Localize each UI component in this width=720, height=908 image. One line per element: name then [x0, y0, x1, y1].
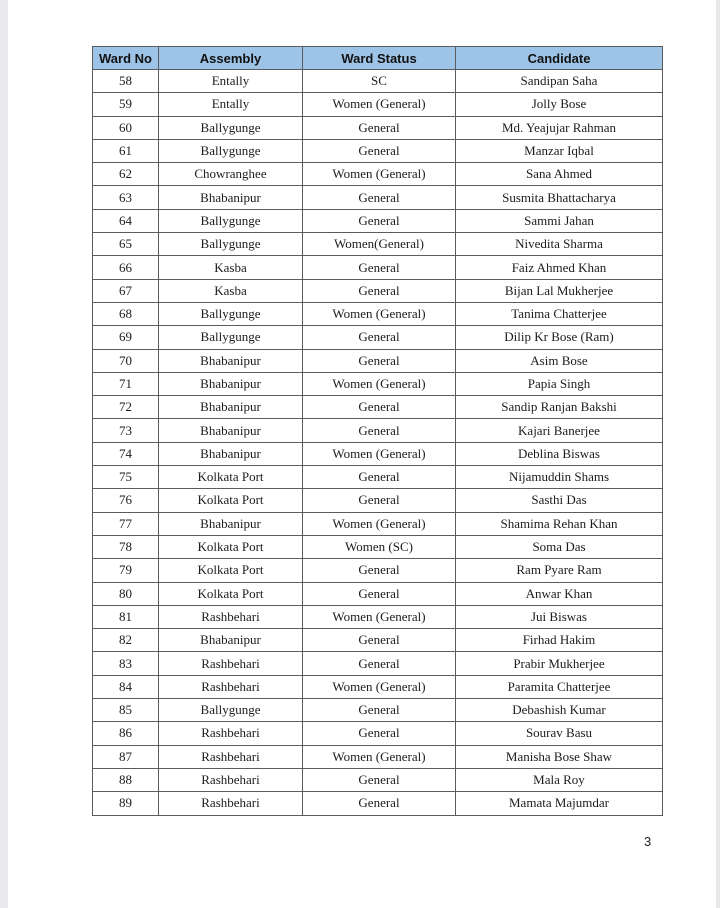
cell-ward-status: Women (General): [303, 512, 456, 535]
cell-ward-no: 81: [93, 605, 159, 628]
table-row: [93, 163, 663, 186]
cell-candidate: Mala Roy: [456, 768, 663, 791]
table-row: [93, 256, 663, 279]
cell-ward-no: 85: [93, 699, 159, 722]
cell-assembly: Kasba: [159, 279, 303, 302]
cell-ward-status: General: [303, 582, 456, 605]
cell-ward-no: 58: [93, 70, 159, 93]
cell-ward-no: 64: [93, 209, 159, 232]
cell-candidate: Jolly Bose: [456, 93, 663, 116]
table-row: [93, 419, 663, 442]
cell-assembly: Ballygunge: [159, 139, 303, 162]
cell-assembly: Bhabanipur: [159, 372, 303, 395]
header-assembly: Assembly: [159, 47, 303, 70]
cell-ward-no: 84: [93, 675, 159, 698]
table-row: [93, 722, 663, 745]
cell-candidate: Paramita Chatterjee: [456, 675, 663, 698]
table-row: [93, 396, 663, 419]
cell-assembly: Rashbehari: [159, 722, 303, 745]
cell-assembly: Bhabanipur: [159, 629, 303, 652]
cell-candidate: Mamata Majumdar: [456, 792, 663, 815]
cell-assembly: Kolkata Port: [159, 582, 303, 605]
cell-ward-status: General: [303, 186, 456, 209]
cell-assembly: Chowranghee: [159, 163, 303, 186]
table-row: [93, 629, 663, 652]
cell-ward-no: 78: [93, 535, 159, 558]
cell-candidate: Sandip Ranjan Bakshi: [456, 396, 663, 419]
cell-ward-no: 71: [93, 372, 159, 395]
table-row: [93, 279, 663, 302]
cell-assembly: Kolkata Port: [159, 466, 303, 489]
cell-candidate: Tanima Chatterjee: [456, 302, 663, 325]
cell-ward-status: General: [303, 396, 456, 419]
cell-ward-no: 73: [93, 419, 159, 442]
cell-candidate: Sourav Basu: [456, 722, 663, 745]
cell-ward-status: Women (General): [303, 163, 456, 186]
table-row: [93, 466, 663, 489]
table-row: [93, 209, 663, 232]
cell-assembly: Ballygunge: [159, 116, 303, 139]
cell-ward-status: Women (General): [303, 675, 456, 698]
cell-ward-status: Women(General): [303, 233, 456, 256]
cell-candidate: Sandipan Saha: [456, 70, 663, 93]
cell-candidate: Anwar Khan: [456, 582, 663, 605]
ward-candidate-table: [92, 46, 663, 816]
cell-candidate: Sasthi Das: [456, 489, 663, 512]
cell-candidate: Shamima Rehan Khan: [456, 512, 663, 535]
cell-assembly: Ballygunge: [159, 302, 303, 325]
cell-ward-status: General: [303, 722, 456, 745]
cell-ward-no: 79: [93, 559, 159, 582]
cell-assembly: Rashbehari: [159, 792, 303, 815]
table-row: [93, 302, 663, 325]
table-row: [93, 559, 663, 582]
cell-ward-status: Women (General): [303, 442, 456, 465]
cell-ward-status: General: [303, 139, 456, 162]
cell-candidate: Faiz Ahmed Khan: [456, 256, 663, 279]
cell-ward-no: 67: [93, 279, 159, 302]
table-row: [93, 139, 663, 162]
page-number: 3: [644, 834, 652, 849]
cell-ward-no: 60: [93, 116, 159, 139]
cell-ward-status: General: [303, 768, 456, 791]
cell-candidate: Md. Yeajujar Rahman: [456, 116, 663, 139]
cell-ward-no: 63: [93, 186, 159, 209]
cell-candidate: Manzar Iqbal: [456, 139, 663, 162]
cell-ward-no: 72: [93, 396, 159, 419]
cell-ward-no: 61: [93, 139, 159, 162]
header-candidate: Candidate: [456, 47, 663, 70]
table-row: [93, 489, 663, 512]
cell-candidate: Prabir Mukherjee: [456, 652, 663, 675]
cell-ward-status: General: [303, 652, 456, 675]
cell-ward-status: Women (General): [303, 93, 456, 116]
cell-ward-no: 69: [93, 326, 159, 349]
table-row: [93, 792, 663, 815]
table-row: [93, 605, 663, 628]
cell-ward-no: 87: [93, 745, 159, 768]
cell-assembly: Rashbehari: [159, 675, 303, 698]
cell-ward-no: 70: [93, 349, 159, 372]
cell-ward-status: General: [303, 489, 456, 512]
cell-ward-status: General: [303, 256, 456, 279]
cell-ward-no: 89: [93, 792, 159, 815]
cell-ward-status: General: [303, 116, 456, 139]
cell-ward-status: Women (General): [303, 302, 456, 325]
cell-assembly: Ballygunge: [159, 326, 303, 349]
cell-candidate: Debashish Kumar: [456, 699, 663, 722]
cell-ward-no: 68: [93, 302, 159, 325]
table-row: [93, 535, 663, 558]
cell-candidate: Bijan Lal Mukherjee: [456, 279, 663, 302]
cell-ward-status: General: [303, 559, 456, 582]
cell-ward-no: 77: [93, 512, 159, 535]
cell-ward-no: 75: [93, 466, 159, 489]
cell-assembly: Ballygunge: [159, 233, 303, 256]
cell-ward-status: General: [303, 209, 456, 232]
cell-assembly: Bhabanipur: [159, 186, 303, 209]
cell-ward-status: General: [303, 279, 456, 302]
cell-candidate: Deblina Biswas: [456, 442, 663, 465]
table-row: [93, 186, 663, 209]
cell-ward-no: 65: [93, 233, 159, 256]
table-row: [93, 326, 663, 349]
table-row: [93, 699, 663, 722]
cell-assembly: Bhabanipur: [159, 512, 303, 535]
header-ward-no: Ward No: [93, 47, 159, 70]
cell-ward-no: 80: [93, 582, 159, 605]
cell-assembly: Ballygunge: [159, 699, 303, 722]
cell-ward-no: 82: [93, 629, 159, 652]
table-row: [93, 652, 663, 675]
cell-ward-status: General: [303, 699, 456, 722]
cell-ward-no: 66: [93, 256, 159, 279]
cell-ward-status: Women (General): [303, 372, 456, 395]
cell-assembly: Bhabanipur: [159, 419, 303, 442]
cell-ward-status: General: [303, 326, 456, 349]
cell-assembly: Entally: [159, 93, 303, 116]
cell-ward-status: General: [303, 349, 456, 372]
cell-candidate: Nijamuddin Shams: [456, 466, 663, 489]
table-row: [93, 582, 663, 605]
cell-ward-no: 59: [93, 93, 159, 116]
cell-ward-no: 76: [93, 489, 159, 512]
table-row: [93, 512, 663, 535]
table-row: [93, 745, 663, 768]
cell-ward-status: Women (General): [303, 745, 456, 768]
table-row: [93, 349, 663, 372]
cell-assembly: Kolkata Port: [159, 535, 303, 558]
document-page: [8, 0, 716, 908]
cell-assembly: Rashbehari: [159, 652, 303, 675]
cell-assembly: Rashbehari: [159, 605, 303, 628]
cell-assembly: Ballygunge: [159, 209, 303, 232]
header-ward-status: Ward Status: [303, 47, 456, 70]
cell-candidate: Sana Ahmed: [456, 163, 663, 186]
table-row: [93, 675, 663, 698]
cell-ward-status: Women (General): [303, 605, 456, 628]
cell-ward-no: 88: [93, 768, 159, 791]
cell-ward-status: General: [303, 629, 456, 652]
table-row: [93, 116, 663, 139]
cell-ward-status: General: [303, 419, 456, 442]
cell-ward-status: SC: [303, 70, 456, 93]
cell-ward-no: 83: [93, 652, 159, 675]
table-row: [93, 93, 663, 116]
cell-candidate: Nivedita Sharma: [456, 233, 663, 256]
cell-ward-status: General: [303, 466, 456, 489]
cell-assembly: Kolkata Port: [159, 489, 303, 512]
cell-assembly: Rashbehari: [159, 768, 303, 791]
cell-candidate: Manisha Bose Shaw: [456, 745, 663, 768]
table-row: [93, 768, 663, 791]
table-row: [93, 372, 663, 395]
cell-candidate: Susmita Bhattacharya: [456, 186, 663, 209]
cell-candidate: Firhad Hakim: [456, 629, 663, 652]
cell-candidate: Soma Das: [456, 535, 663, 558]
cell-assembly: Bhabanipur: [159, 396, 303, 419]
cell-assembly: Bhabanipur: [159, 442, 303, 465]
cell-candidate: Sammi Jahan: [456, 209, 663, 232]
cell-candidate: Ram Pyare Ram: [456, 559, 663, 582]
table-row: [93, 70, 663, 93]
table-header-row: [93, 47, 663, 70]
cell-ward-no: 62: [93, 163, 159, 186]
cell-assembly: Rashbehari: [159, 745, 303, 768]
cell-candidate: Papia Singh: [456, 372, 663, 395]
cell-assembly: Kasba: [159, 256, 303, 279]
cell-assembly: Kolkata Port: [159, 559, 303, 582]
cell-candidate: Asim Bose: [456, 349, 663, 372]
cell-assembly: Bhabanipur: [159, 349, 303, 372]
cell-assembly: Entally: [159, 70, 303, 93]
cell-candidate: Jui Biswas: [456, 605, 663, 628]
table-body: [93, 70, 663, 816]
cell-ward-no: 86: [93, 722, 159, 745]
cell-ward-status: General: [303, 792, 456, 815]
cell-ward-status: Women (SC): [303, 535, 456, 558]
table-row: [93, 442, 663, 465]
cell-candidate: Dilip Kr Bose (Ram): [456, 326, 663, 349]
table-row: [93, 233, 663, 256]
cell-ward-no: 74: [93, 442, 159, 465]
cell-candidate: Kajari Banerjee: [456, 419, 663, 442]
